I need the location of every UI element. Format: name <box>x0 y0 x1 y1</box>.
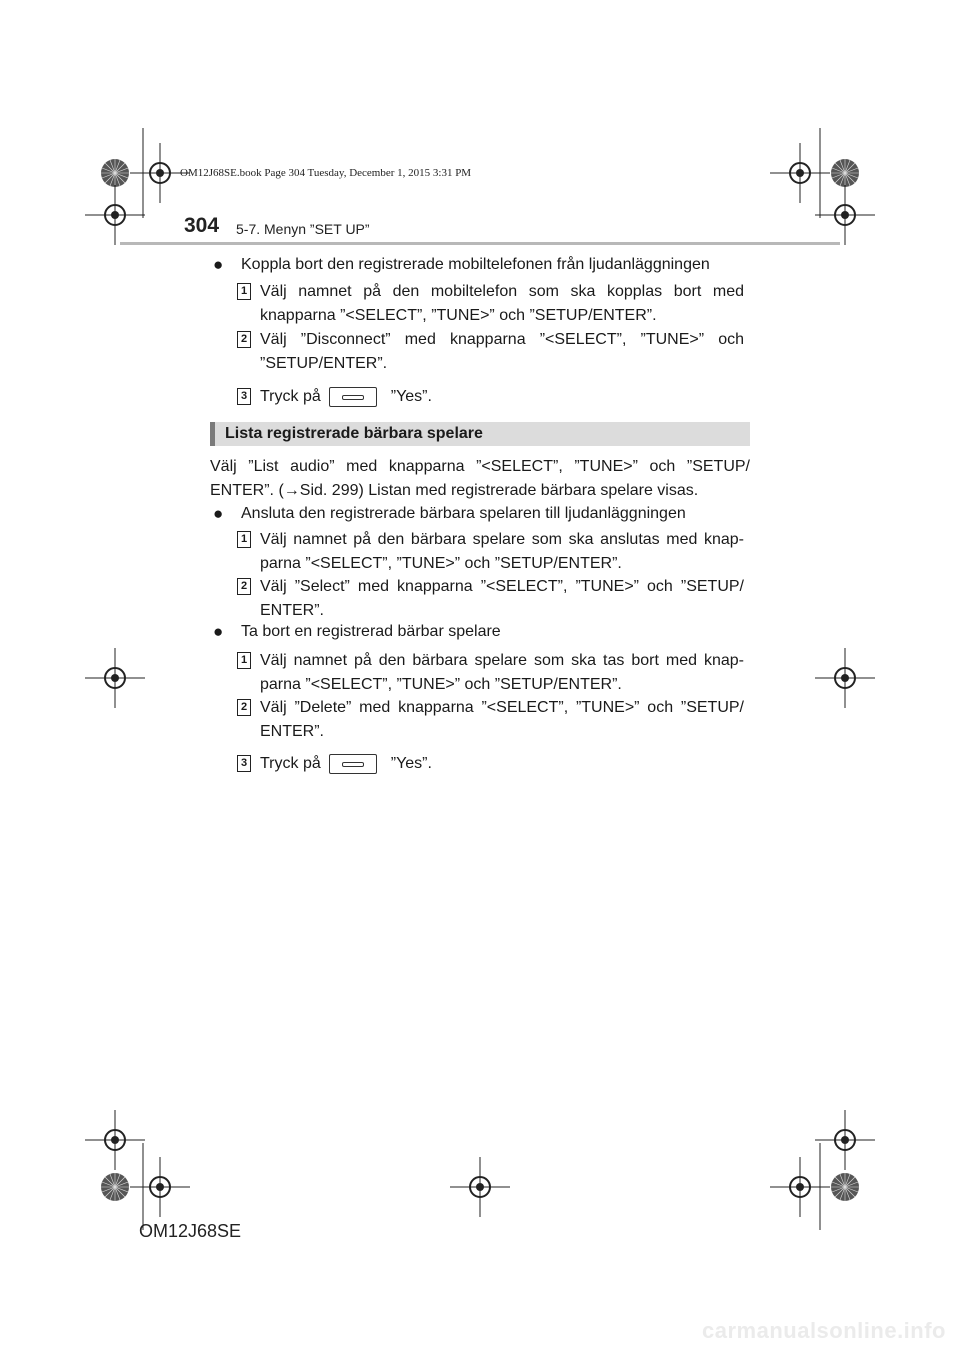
page-number: 304 <box>184 214 220 237</box>
bullet-icon: ● <box>213 255 224 274</box>
panel-button-icon <box>329 387 377 407</box>
step-number-box: 1 <box>237 531 251 548</box>
bullet-icon: ● <box>213 622 224 641</box>
paragraph-line: ENTER”. (→Sid. 299) Listan med registrerade bärbara spelare visas. <box>210 482 699 499</box>
step-number-box: 1 <box>237 283 251 300</box>
print-header: OM12J68SE.book Page 304 Tuesday, December 1, 2015 3:31 PM <box>180 167 472 179</box>
step-number-box: 2 <box>237 331 251 348</box>
manual-code: OM12J68SE <box>139 1221 242 1241</box>
watermark: carmanualsonline.info <box>702 1318 946 1343</box>
paragraph-line: Välj ”List audio” med knapparna ”<SELECT”, ”TUNE>” och ”SETUP/ <box>210 458 750 475</box>
heading-marker <box>210 422 215 446</box>
subsection-heading: Lista registrerade bärbara spelare <box>210 422 750 446</box>
step-number-box: 3 <box>237 388 251 405</box>
step-number-box: 2 <box>237 578 251 595</box>
panel-button-icon <box>329 754 377 774</box>
section-title: 5-7. Menyn ”SET UP” <box>236 221 370 237</box>
header-rule <box>120 242 840 245</box>
bullet-icon: ● <box>213 504 224 523</box>
step-number-box: 3 <box>237 755 251 772</box>
step-number-box: 2 <box>237 699 251 716</box>
step-number-box: 1 <box>237 652 251 669</box>
